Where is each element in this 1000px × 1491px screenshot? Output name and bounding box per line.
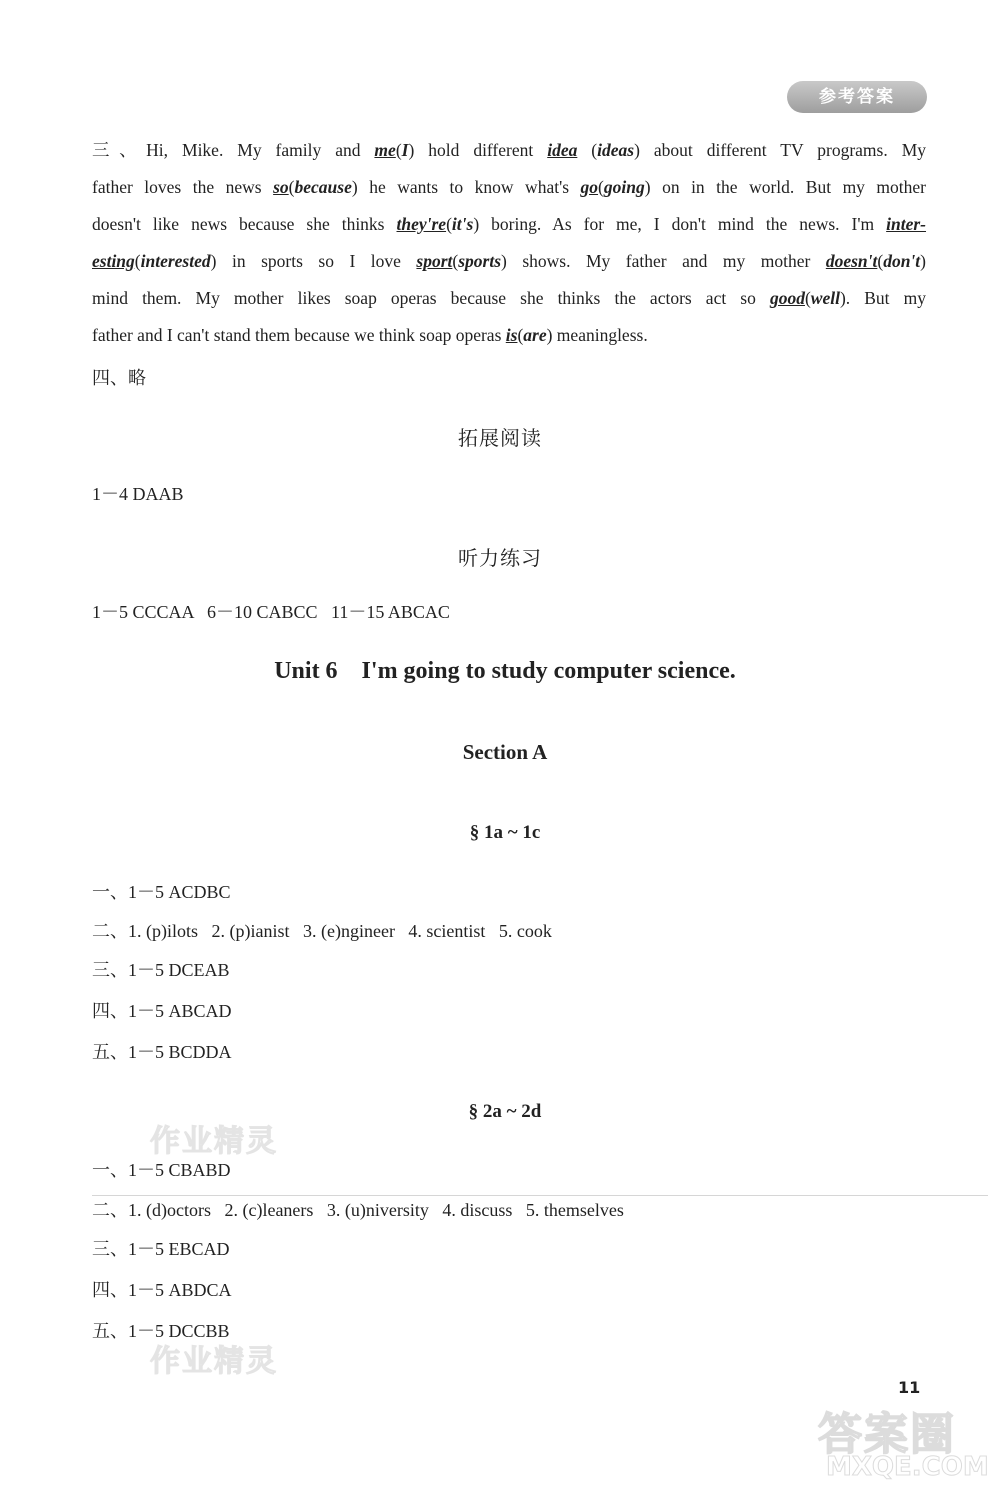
error-word: good bbox=[769, 288, 805, 308]
error-word: inter- bbox=[886, 214, 927, 234]
passage-line bbox=[92, 280, 926, 317]
part1-item: 五、1－5 BCDDA bbox=[92, 1042, 232, 1062]
error-word: esting bbox=[92, 251, 135, 271]
page-number: 11 bbox=[898, 1378, 921, 1397]
passage-correction bbox=[92, 132, 926, 354]
error-word: idea bbox=[547, 140, 578, 160]
passage-text: ) shows. My father and my mother bbox=[501, 251, 826, 271]
listening-answers: 1－5 CCCAA 6－10 CABCC 11－15 ABCAC bbox=[92, 602, 450, 622]
passage-line bbox=[92, 206, 926, 243]
error-word: so bbox=[273, 177, 289, 197]
correction-word: going bbox=[603, 177, 645, 197]
part2-item: 五、1－5 DCCBB bbox=[92, 1321, 230, 1341]
error-word: is bbox=[505, 325, 518, 345]
passage-text: ( bbox=[577, 140, 598, 160]
item-four-omitted: 四、略 bbox=[92, 368, 146, 388]
passage-text: ) meaningless. bbox=[546, 325, 648, 345]
passage-text: ( bbox=[395, 140, 402, 160]
passage-text: ) hold different bbox=[408, 140, 548, 160]
passage-line bbox=[92, 243, 926, 280]
passage-text: ( bbox=[877, 251, 884, 271]
passage-text: ). But my bbox=[839, 288, 926, 308]
correction-word: because bbox=[294, 177, 352, 197]
passage-text: ( bbox=[288, 177, 295, 197]
passage-text: ) about different TV programs. My bbox=[634, 140, 927, 160]
part2-item: 二、1. (d)octors 2. (c)leaners 3. (u)niversity 4. discuss 5. themselves bbox=[92, 1200, 624, 1220]
passage-text: mind them. My mother likes soap operas because she thinks the actors act so bbox=[92, 288, 770, 308]
part1-item: 四、1－5 ABCAD bbox=[92, 1001, 232, 1021]
part2-item: 四、1－5 ABDCA bbox=[92, 1280, 232, 1300]
error-word: they're bbox=[396, 214, 447, 234]
watermark: 作业精灵 bbox=[150, 1124, 278, 1159]
passage-text: ( bbox=[452, 251, 459, 271]
unit-title: Unit 6 I'm going to study computer science. bbox=[274, 658, 736, 684]
part2-item: 三、1－5 EBCAD bbox=[92, 1239, 230, 1259]
passage-text: ( bbox=[804, 288, 811, 308]
correction-word: sports bbox=[458, 251, 502, 271]
passage-text: father and I can't stand them because we think soap operas bbox=[92, 325, 506, 345]
passage-text: father loves the news bbox=[92, 177, 274, 197]
passage-text: ) he wants to know what's bbox=[351, 177, 581, 197]
correction-word: are bbox=[523, 325, 547, 345]
part1-item: 二、1. (p)ilots 2. (p)ianist 3. (e)ngineer 4. scientist 5. cook bbox=[92, 921, 552, 941]
error-word: me bbox=[374, 140, 396, 160]
passage-text: ) in sports so I love bbox=[210, 251, 417, 271]
corner-logo-url: MXQE.COM bbox=[826, 1452, 989, 1482]
correction-word: it's bbox=[451, 214, 474, 234]
passage-text: ( bbox=[598, 177, 604, 197]
passage-text: ) on in the world. But my mother bbox=[644, 177, 926, 197]
passage-text: ( bbox=[517, 325, 524, 345]
passage-text: ) boring. As for me, I don't mind the news. I'm bbox=[473, 214, 887, 234]
watermark: 作业精灵 bbox=[150, 1344, 278, 1379]
part1-title: § 1a ~ 1c bbox=[469, 822, 541, 843]
passage-text: 三、Hi, Mike. My family and bbox=[92, 140, 375, 160]
listening-heading: 听力练习 bbox=[458, 546, 542, 570]
correction-word: I bbox=[401, 140, 409, 160]
passage-text: ( bbox=[446, 214, 452, 234]
reference-answers-badge: 参考答案 bbox=[787, 81, 927, 113]
correction-word: don't bbox=[883, 251, 921, 271]
passage-text: ) bbox=[920, 251, 926, 271]
extended-reading-heading: 拓展阅读 bbox=[458, 426, 542, 450]
correction-word: well bbox=[810, 288, 840, 308]
section-title: Section A bbox=[462, 740, 548, 764]
passage-line bbox=[92, 317, 926, 354]
correction-word: ideas bbox=[597, 140, 635, 160]
corner-logo: 答案圈 bbox=[818, 1409, 956, 1460]
passage-text: ( bbox=[134, 251, 141, 271]
part2-title: § 2a ~ 2d bbox=[468, 1101, 542, 1122]
correction-word: interested bbox=[140, 251, 211, 271]
part1-item: 一、1－5 ACDBC bbox=[92, 882, 231, 902]
extended-reading-answers: 1－4 DAAB bbox=[92, 484, 184, 504]
passage-line bbox=[92, 169, 926, 206]
part1-item: 三、1－5 DCEAB bbox=[92, 960, 230, 980]
part2-item: 一、1－5 CBABD bbox=[92, 1160, 231, 1180]
passage-line bbox=[92, 132, 926, 169]
error-word: doesn't bbox=[825, 251, 878, 271]
error-word: sport bbox=[416, 251, 453, 271]
passage-text: doesn't like news because she thinks bbox=[92, 214, 397, 234]
error-word: go bbox=[580, 177, 599, 197]
